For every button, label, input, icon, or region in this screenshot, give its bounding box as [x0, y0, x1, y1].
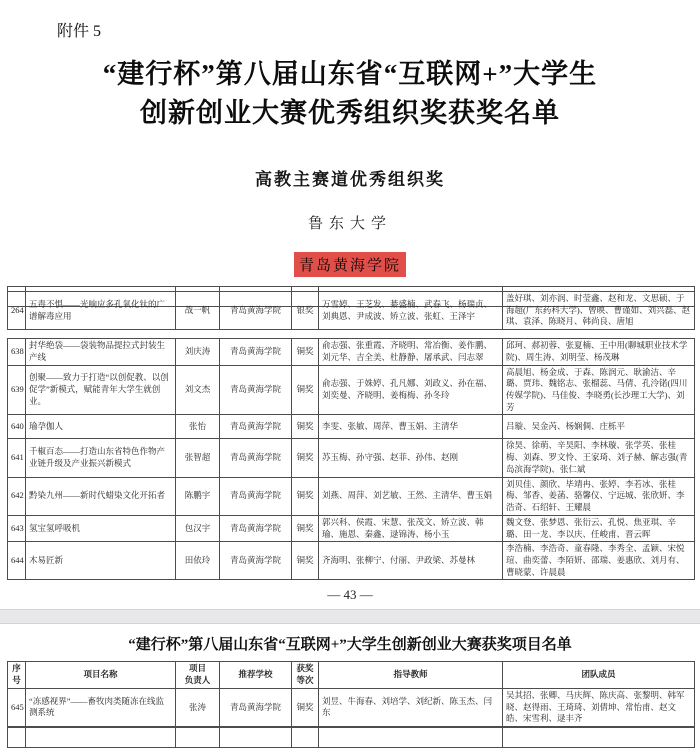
- header-project-name: 项目名称: [26, 662, 176, 688]
- cell-project-name: “冻感视界”——畜牧肉类随冻在线监测系统: [26, 688, 176, 726]
- clipped-next-row: [7, 727, 694, 733]
- cell-project-name: 封华绝袋——袋装物品提拉式封装生产线: [26, 339, 176, 365]
- cell-award: 铜奖: [292, 542, 319, 580]
- cell-teachers: 郭兴科、侯霞、宋慧、张茂文、矫立波、韩瑜、施恩、秦鑫、逯锦涛、杨小玉: [319, 515, 503, 541]
- cell-school: 青岛黄海学院: [220, 339, 292, 365]
- bronze-award-table: [7, 338, 694, 580]
- table-header-row: [8, 662, 695, 688]
- table-row-638: [8, 339, 695, 365]
- cell-leader: 刘庆涛: [176, 339, 220, 365]
- cell-project-name: 千椒百态——打造山东省特色作物产业链升级及产业振兴新模式: [26, 439, 176, 477]
- header-members: 团队成员: [503, 662, 695, 688]
- page2-document-title: “建行杯”第八届山东省“互联网+”大学生创新创业大赛获奖项目名单: [128, 637, 572, 654]
- header-award: 获奖 等次: [292, 662, 319, 688]
- cell-members: 魏文登、张梦恩、张衍云、孔悦、焦亚琪、辛璐、田一龙、李以庆、任峻甫、晋云晖: [503, 515, 695, 541]
- document-title-line2: 创新创业大赛优秀组织奖获奖名单: [140, 98, 560, 128]
- header-leader: 项目 负责人: [176, 662, 220, 688]
- cell-members: 盖好琪、刘亦润、时莹鑫、赵和龙、文思硕、于海超(广东药科大学)、曾映、曹谨如、刘兴磊、赵琪、袁泽、陈晓月、韩尚良、唐旭: [503, 292, 695, 330]
- cell-school: 青岛黄海学院: [220, 415, 292, 439]
- cell-school: 青岛黄海学院: [220, 515, 292, 541]
- table-row-640: [8, 415, 695, 439]
- silver-award-table: [7, 291, 694, 330]
- cell-teachers: 苏玉梅、孙守强、赵菲、孙伟、赵刚: [319, 439, 503, 477]
- cell-members: 李浩楠、李浩奇、童春隆、李秀全、孟颖、宋悦瑄、曲奕蕾、李陌妍、邵瑞、姜惠欣、刘月有、曹晓蒙、许晨晨: [503, 542, 695, 580]
- table-row-645: [8, 688, 695, 726]
- cell-serial: 640: [8, 415, 26, 439]
- winner-line-huanghai: [0, 252, 700, 277]
- winner-qingdao-huanghai-highlighted: 青岛黄海学院: [294, 252, 406, 277]
- table-row-643: [8, 515, 695, 541]
- cell-teachers: 李雯、张敏、周萍、曹玉娟、主清华: [319, 415, 503, 439]
- cell-members: 徐昊、徐萌、辛昊阳、李林璇、张学英、张桂梅、刘森、罗文怜、王家琦、刘子赫、解志强(青岛滨海学院)、张仁斌: [503, 439, 695, 477]
- cell-members: 吕璇、吴金芮、杨娴倜、庄栎平: [503, 415, 695, 439]
- table-row-642: [8, 477, 695, 515]
- cell-award: 铜奖: [292, 688, 319, 726]
- cell-leader: 张智超: [176, 439, 220, 477]
- winner-line-ludong: [0, 212, 700, 233]
- cell-members: 刘贝佳、颜欣、毕靖冉、张婷、李若冰、张桂梅、邹香、姜菡、骆馨仪、宁远城、张欣妍、李浩奇、石绍轩、王耀晨: [503, 477, 695, 515]
- page-number: — 43 —: [327, 587, 373, 603]
- document-title-line1: “建行杯”第八届山东省“互联网+”大学生: [102, 59, 598, 89]
- cell-project-name: 五毒不惧——光响应多孔氧化钛的广谱解毒应用: [26, 292, 176, 330]
- cell-teachers: 齐海明、张柳宁、付丽、尹政梁、苏曼林: [319, 542, 503, 580]
- page-2: [0, 624, 700, 733]
- attachment-label: 附件 5: [57, 23, 102, 40]
- cell-school: 青岛黄海学院: [220, 688, 292, 726]
- table-row-644: [8, 542, 695, 580]
- award-section-heading: 高教主赛道优秀组织奖: [255, 170, 445, 189]
- cell-award: 铜奖: [292, 365, 319, 415]
- cell-serial: 638: [8, 339, 26, 365]
- cell-award: 铜奖: [292, 415, 319, 439]
- cell-members: 高晨旭、杨金成、于森、陈润元、耿渝洁、辛璐、贾玮、魏铭志、张榴蕊、马倩、孔泠锘(四川传媒学院)、马佳俊、李晓勇(长沙理工大学)、刘芳: [503, 365, 695, 415]
- winner-ludong-university: 鲁东大学: [307, 216, 392, 232]
- cell-award: 铜奖: [292, 439, 319, 477]
- cell-teachers: 刘燕、周萍、刘艺敏、王然、主清华、曹玉娟: [319, 477, 503, 515]
- table-row-641: [8, 439, 695, 477]
- cell-serial: 642: [8, 477, 26, 515]
- cell-teachers: 刘昱、牛海春、刘培学、刘纪新、陈玉杰、闫东: [319, 688, 503, 726]
- winning-projects-table: [7, 661, 694, 733]
- cell-school: 青岛黄海学院: [220, 542, 292, 580]
- cell-teachers: 俞志强、于姝婷、孔凡娜、刘政义、孙在福、刘奕曼、齐晓明、姜梅梅、孙冬玲: [319, 365, 503, 415]
- page-separator: [0, 609, 700, 624]
- cell-school: 青岛黄海学院: [220, 439, 292, 477]
- header-school: 推荐学校: [220, 662, 292, 688]
- cell-school: 青岛黄海学院: [220, 292, 292, 330]
- cell-serial: 264: [8, 292, 26, 330]
- cell-project-name: 木易匠新: [26, 542, 176, 580]
- cell-leader: 陈鹏宇: [176, 477, 220, 515]
- document-title: [0, 55, 700, 133]
- cell-school: 青岛黄海学院: [220, 365, 292, 415]
- cell-project-name: 黔染九州——新时代蜡染文化开拓者: [26, 477, 176, 515]
- cell-serial: 645: [8, 688, 26, 726]
- cell-teachers: 俞志强、张重霞、齐晓明、常冶衡、姜作鹏、刘元华、吉全美、杜静静、屠承武、闫志翠: [319, 339, 503, 365]
- cell-members: 吴其招、张卿、马庆辉、陈庆高、张黎明、韩军晓、赵得雨、王琦琦、刘倩坤、常怡甫、赵文皓、宋雪利、逯丰齐: [503, 688, 695, 726]
- cell-serial: 643: [8, 515, 26, 541]
- cell-school: 青岛黄海学院: [220, 477, 292, 515]
- cell-leader: 包汉宇: [176, 515, 220, 541]
- cell-leader: 田依玲: [176, 542, 220, 580]
- table-row-264: [8, 292, 695, 330]
- cell-members: 邱珂、郝初蓉、张夏楠、王中用(聊城职业技术学院)、周生涛、刘明莹、杨茂琳: [503, 339, 695, 365]
- cell-serial: 644: [8, 542, 26, 580]
- cell-award: 铜奖: [292, 477, 319, 515]
- cell-project-name: 瑜孕伽人: [26, 415, 176, 439]
- cell-leader: 张怡: [176, 415, 220, 439]
- header-teachers: 指导教师: [319, 662, 503, 688]
- cell-teachers: 万雪婷、王芝发、綦盛楠、武春飞、杨瑞贞、刘典恩、尹成波、矫立波、张虹、王泽宇: [319, 292, 503, 330]
- cell-serial: 639: [8, 365, 26, 415]
- table-row-639: [8, 365, 695, 415]
- cell-serial: 641: [8, 439, 26, 477]
- cell-leader: 刘文杰: [176, 365, 220, 415]
- cell-award: 铜奖: [292, 339, 319, 365]
- cell-project-name: 创聚——致力于打造“以创促教、以创促学”新模式，赋能青年大学生就创业。: [26, 365, 176, 415]
- cell-leader: 张涛: [176, 688, 220, 726]
- clipped-row: [8, 727, 695, 747]
- cell-award: 铜奖: [292, 515, 319, 541]
- cell-award: 银奖: [292, 292, 319, 330]
- cell-project-name: 氢宝氢呼吸机: [26, 515, 176, 541]
- cell-leader: 战一帆: [176, 292, 220, 330]
- header-serial: 序号: [8, 662, 26, 688]
